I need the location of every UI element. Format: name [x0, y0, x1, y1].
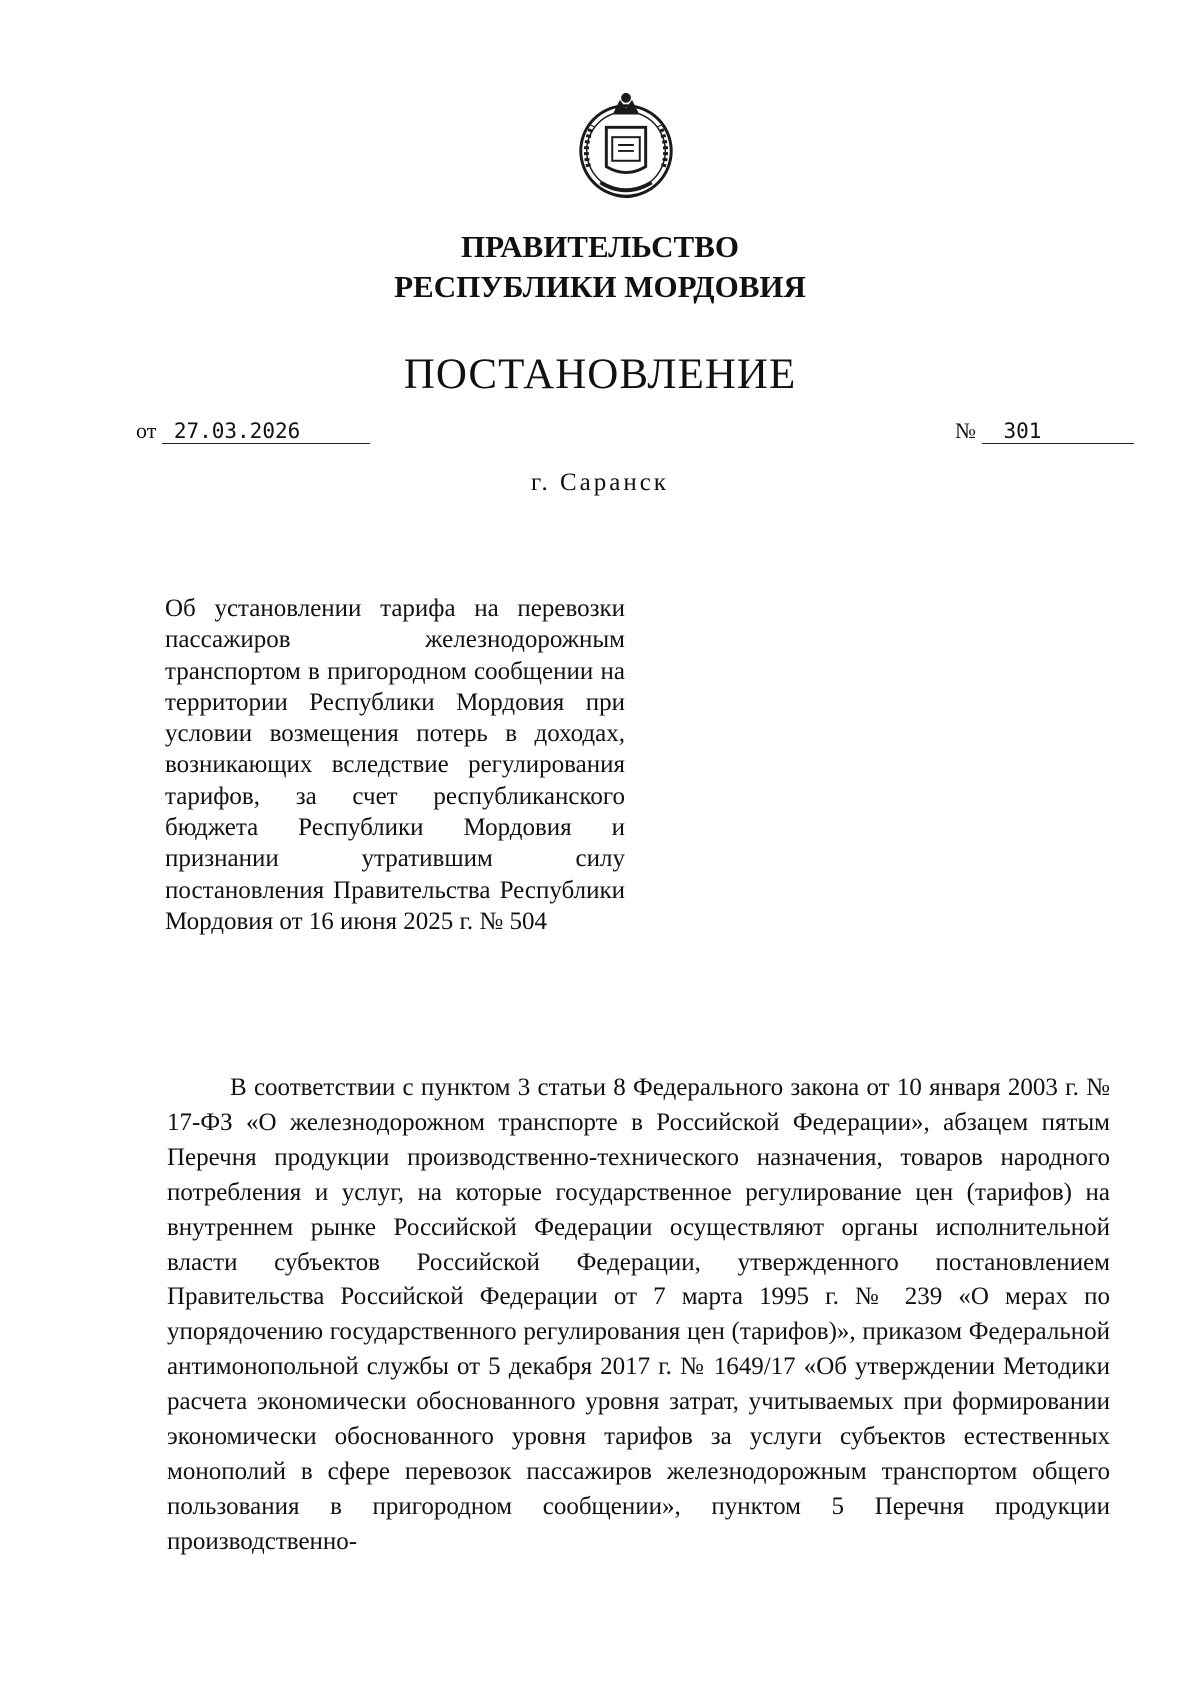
document-number [955, 418, 1134, 444]
government-title-line2: РЕСПУБЛИКИ МОРДОВИЯ [394, 269, 806, 304]
coat-of-arms-icon [567, 88, 685, 206]
number-value: 301 [982, 419, 1134, 444]
document-subject: Об установлении тарифа на перевозки пассажиров железнодорожным транспортом в пригородном сообщении на территории Республики Мордовия при условии возмещения потерь в доходах, возникающих вследствие регулирования тарифов, за счет республиканского бюджета Республики Мордовия и признании утратившим силу постановления Правительства Республики Мордовия от 16 июня 2025 г. № 504 [165, 595, 625, 935]
document-date [136, 418, 370, 444]
date-prefix: от [136, 418, 157, 443]
number-prefix: № [955, 418, 976, 443]
document-type: ПОСТАНОВЛЕНИЕ [403, 351, 797, 398]
government-title [0, 227, 1200, 307]
government-title-line1: ПРАВИТЕЛЬСТВО [461, 229, 739, 264]
body-paragraph: В соответствии с пунктом 3 статьи 8 Федерального закона от 10 января 2003 г. № 17-ФЗ «О железнодорожном транспорте в Российской Федерации», абзацем пятым Перечня продукции производственно-технического назначения, товаров народного потребления и услуг, на которые государственное регулирование цен (тарифов) на внутреннем рынке Российской Федерации осуществляют органы исполнительной власти субъектов Российской Федерации, утвержденного постановлением Правительства Российской Федерации от 7 марта 1995 г. № 239 «О мерах по упорядочению государственного регулирования цен (тарифов)», приказом Федеральной антимонопольной службы от 5 декабря 2017 г. № 1649/17 «Об утверждении Методики расчета экономически обоснованного уровня затрат, учитываемых при формировании экономически обоснованного уровня тарифов за услуги субъектов естественных монополий в сфере перевозок пассажиров железнодорожным транспортом общего пользования в пригородном сообщении», пунктом 5 Перечня продукции производственно- [167, 1074, 1110, 1555]
date-value: 27.03.2026 [162, 419, 370, 444]
city: г. Саранск [531, 469, 669, 496]
